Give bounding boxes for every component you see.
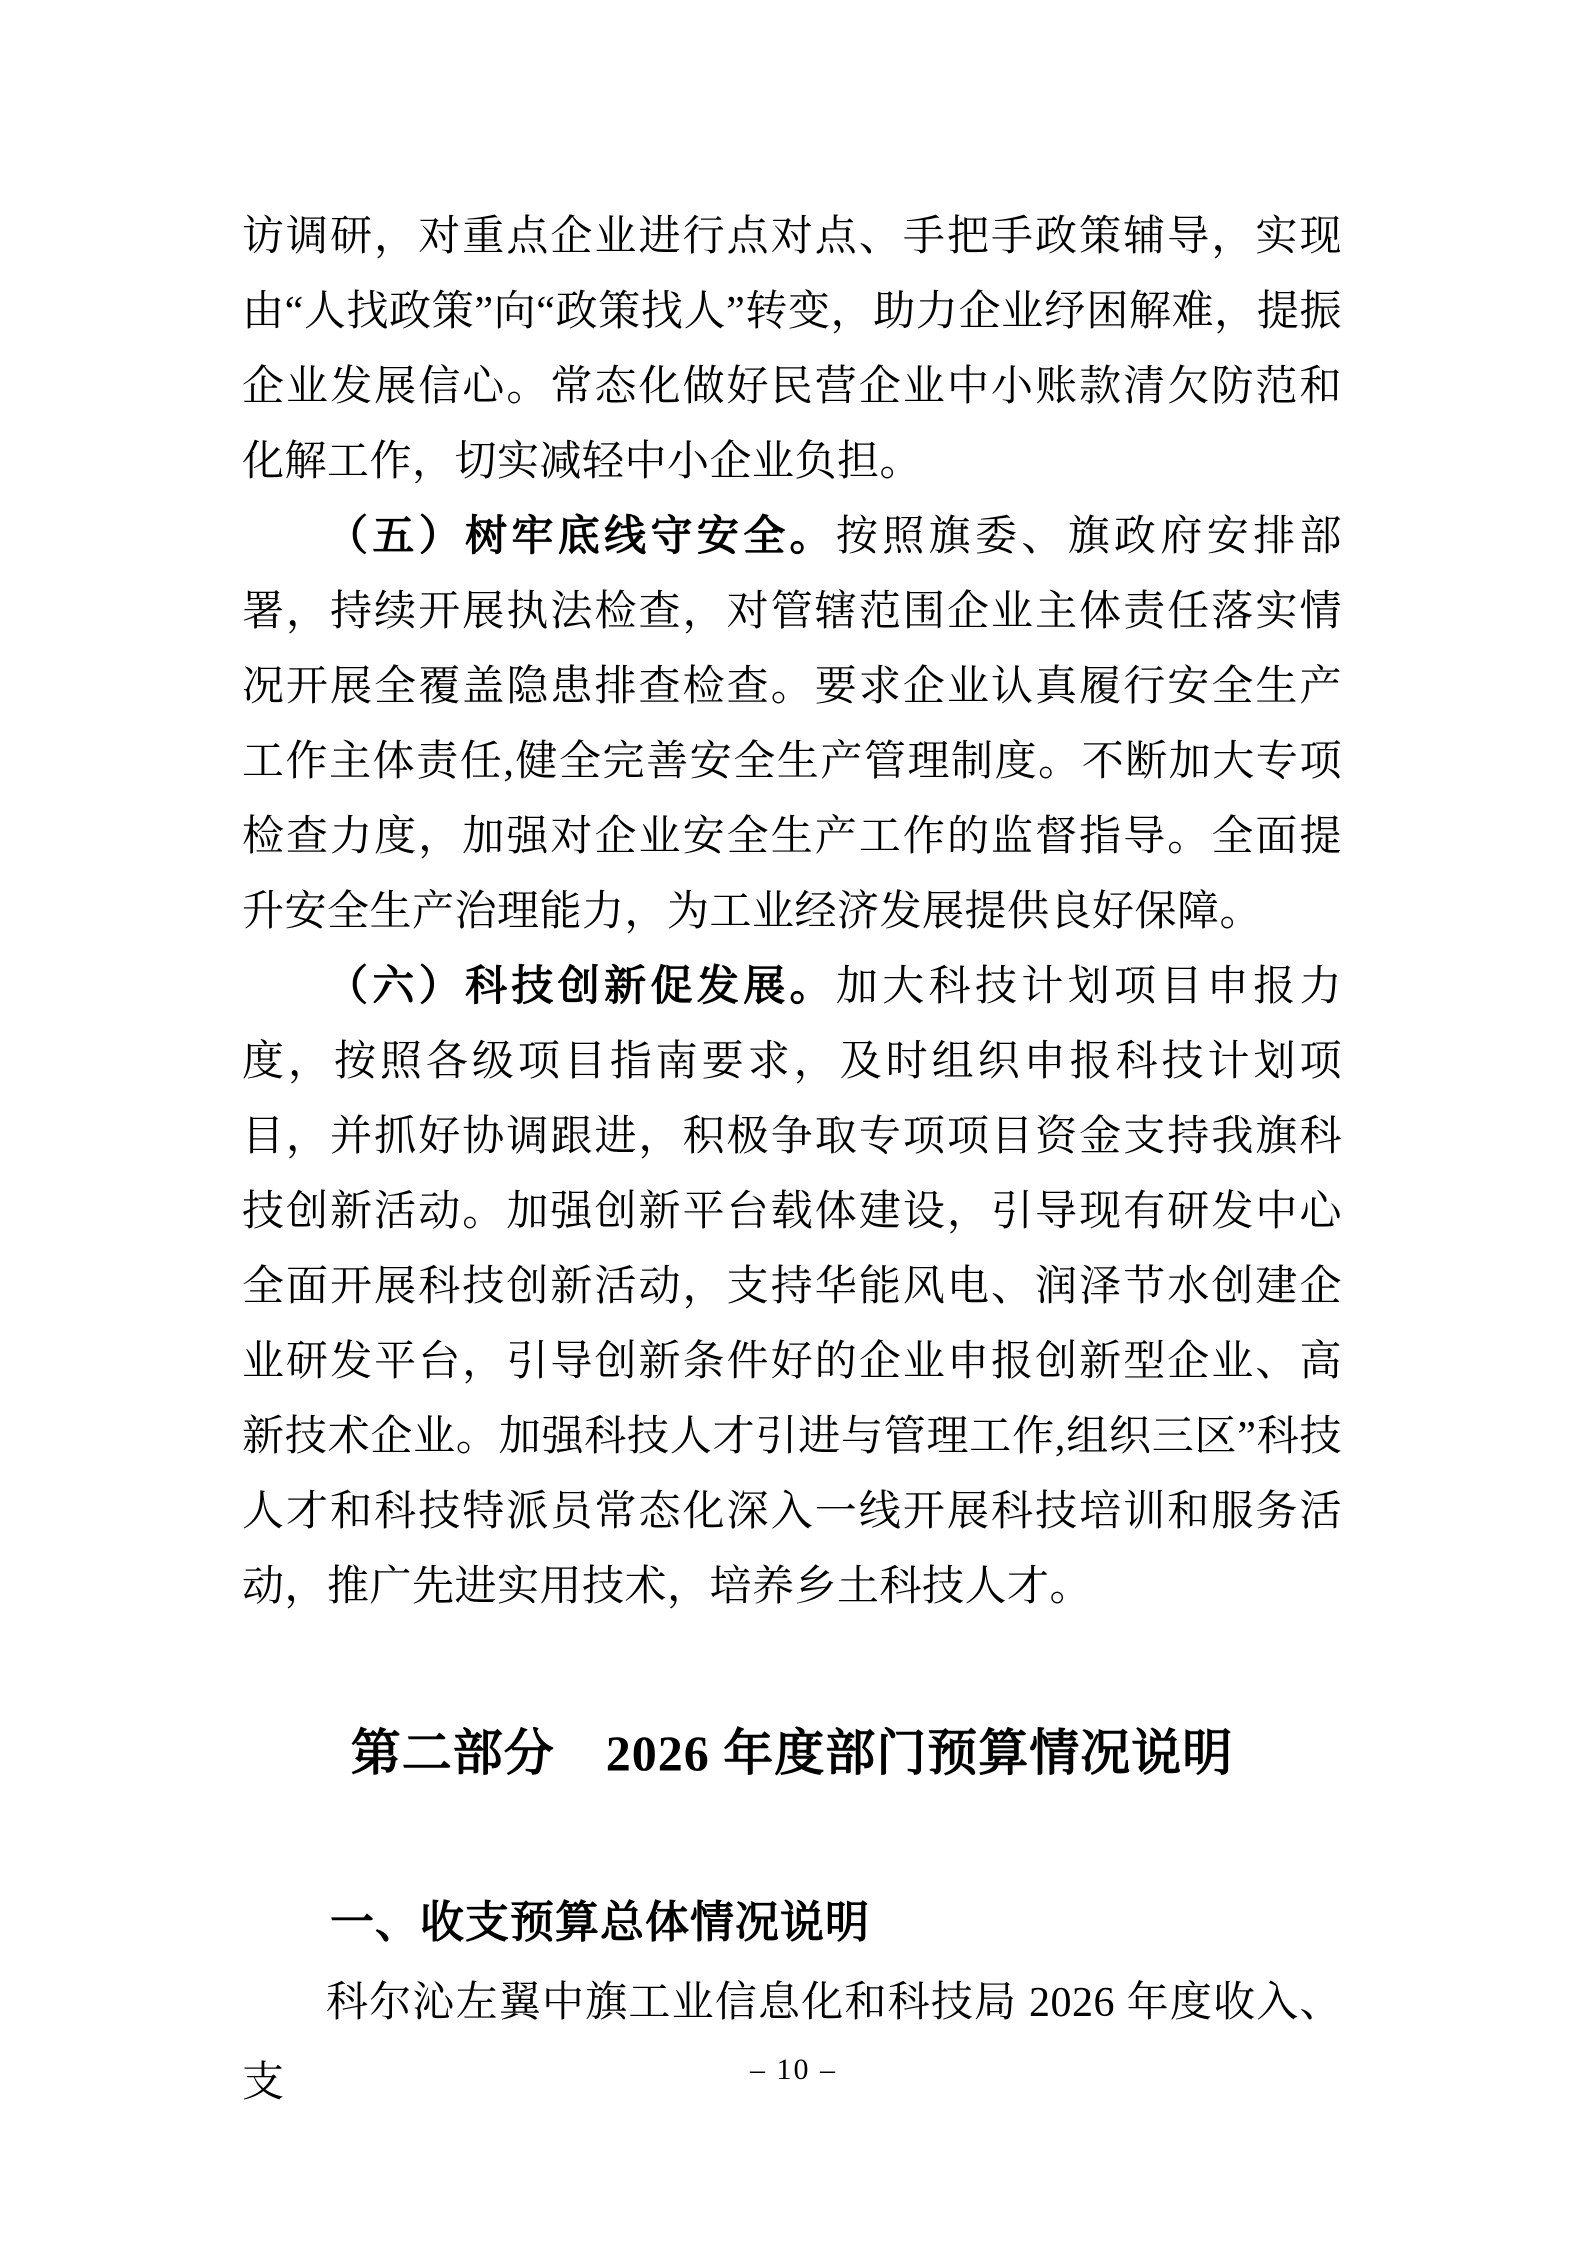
- paragraph-continuation: [242, 200, 1342, 500]
- paragraph-budget-intro: 科尔沁左翼中旗工业信息化和科技局 2026 年度收入、支: [242, 1980, 1342, 2106]
- part-heading: 第二部分 2026 年度部门预算情况说明: [350, 1725, 1234, 1781]
- section-six-lead: （六）科技创新促发展。: [326, 964, 836, 1010]
- paragraph-section-six: [242, 950, 1342, 1625]
- section-five-lead: （五）树牢底线守安全。: [326, 514, 836, 560]
- page-number: – 10 –: [750, 2053, 837, 2086]
- document-content: [242, 200, 1342, 2123]
- paragraph-section-five: [242, 500, 1342, 950]
- section-heading: 一、收支预算总体情况说明: [330, 1898, 870, 1947]
- section-six-text: 加大科技计划项目申报力度，按照各级项目指南要求，及时组织申报科技计划项目，并抓好协调跟进，积极争取专项项目资金支持我旗科技创新活动。加强创新平台载体建设，引导现有研发中心全面开展科技创新活动，支持华能风电、润泽节水创建企业研发平台，引导创新条件好的企业申报创新型企业、高新技术企业。加强科技人才引进与管理工作,组织三区”科技人才和科技特派员常态化深入一线开展科技培训和服务活动，推广先进实用技术，培养乡土科技人才。: [242, 964, 1342, 1610]
- section-five-text: 按照旗委、旗政府安排部署，持续开展执法检查，对管辖范围企业主体责任落实情况开展全覆盖隐患排查检查。要求企业认真履行安全生产工作主体责任,健全完善安全生产管理制度。不断加大专项检查力度，加强对企业安全生产工作的监督指导。全面提升安全生产治理能力，为工业经济发展提供良好保障。: [242, 514, 1342, 935]
- paragraph-continuation-text: 访调研，对重点企业进行点对点、手把手政策辅导，实现由“人找政策”向“政策找人”转变，助力企业纾困解难，提振企业发展信心。常态化做好民营企业中小账款清欠防范和化解工作，切实减轻中小企业负担。: [242, 214, 1342, 485]
